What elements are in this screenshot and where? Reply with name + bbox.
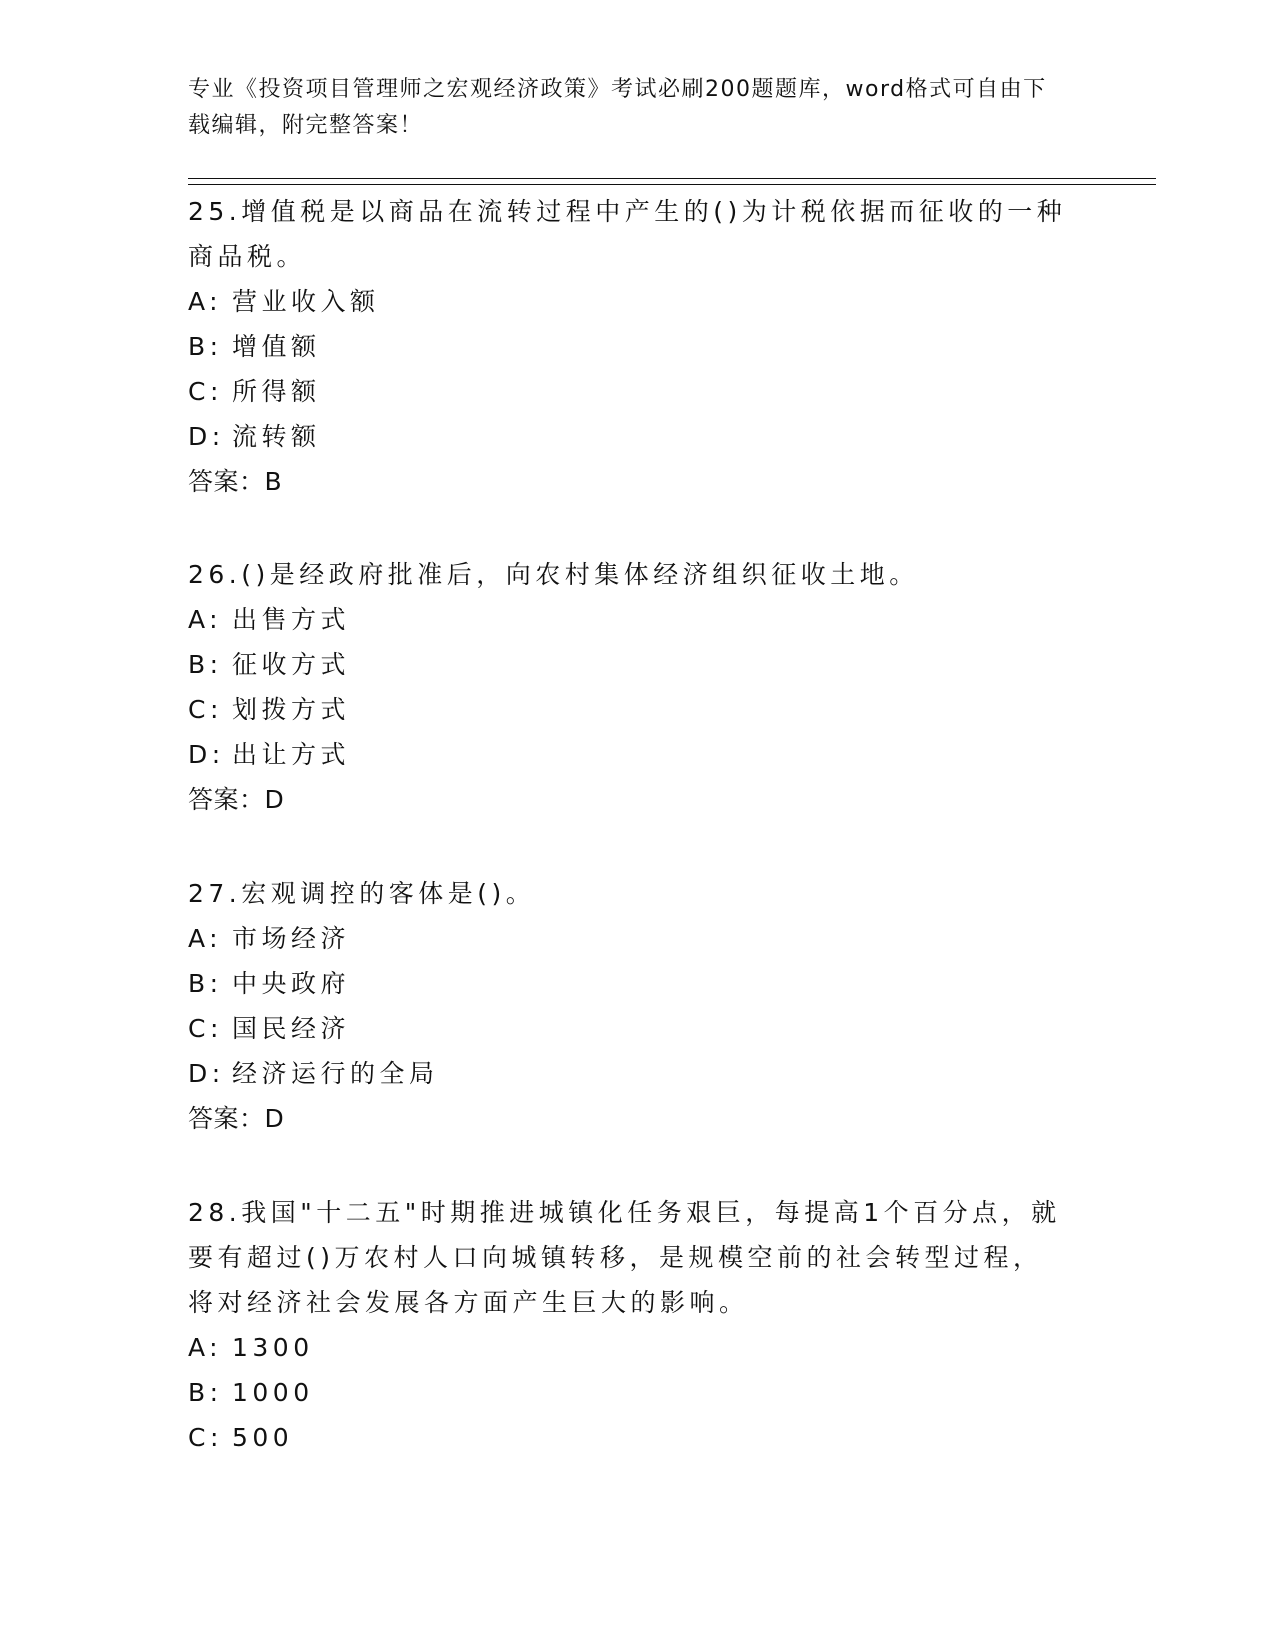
option-text: 出售方式 [232,605,351,634]
option-c [188,1006,1068,1051]
option-key: B: [188,332,223,361]
header-divider-top [188,178,1156,179]
option-b [188,324,1068,369]
option-d [188,414,1068,459]
option-key: D: [188,1059,225,1088]
option-key: B: [188,650,223,679]
option-b [188,1370,1068,1415]
option-key: D: [188,422,225,451]
question-stem: 25.增值税是以商品在流转过程中产生的()为计税依据而征收的一种商品税。 [188,197,1067,271]
question-25 [188,189,1068,504]
option-a [188,597,1068,642]
option-text: 1300 [232,1333,314,1362]
option-c [188,1415,1068,1460]
option-text: 1000 [232,1378,314,1407]
option-text: 500 [232,1423,294,1452]
option-b [188,642,1068,687]
answer-line: 答案：D [188,785,285,814]
question-26 [188,552,1068,822]
question-28 [188,1190,1068,1460]
option-key: C: [188,1014,223,1043]
question-stem: 26.()是经政府批准后，向农村集体经济组织征收土地。 [188,560,919,589]
option-d [188,732,1068,777]
option-text: 中央政府 [232,969,351,998]
option-key: A: [188,287,223,316]
option-text: 经济运行的全局 [232,1059,439,1088]
option-key: A: [188,605,223,634]
option-c [188,687,1068,732]
option-a [188,1325,1068,1370]
option-a [188,916,1068,961]
option-text: 征收方式 [232,650,351,679]
option-text: 增值额 [232,332,321,361]
option-c [188,369,1068,414]
answer-line: 答案：D [188,1104,285,1133]
option-key: C: [188,695,223,724]
option-text: 市场经济 [232,924,351,953]
option-text: 营业收入额 [232,287,380,316]
option-a [188,279,1068,324]
question-stem: 28.我国"十二五"时期推进城镇化任务艰巨，每提高1个百分点，就要有超过()万农村人口向城镇转移，是规模空前的社会转型过程，将对经济社会发展各方面产生巨大的影响。 [188,1198,1061,1317]
option-text: 出让方式 [232,740,351,769]
question-27 [188,871,1068,1141]
option-key: C: [188,1423,223,1452]
option-d [188,1051,1068,1096]
option-text: 国民经济 [232,1014,351,1043]
option-b [188,961,1068,1006]
option-key: A: [188,924,223,953]
option-key: B: [188,1378,223,1407]
option-key: D: [188,740,225,769]
header-divider-bottom [188,184,1156,185]
option-text: 流转额 [232,422,321,451]
document-header: 专业《投资项目管理师之宏观经济政策》考试必刷200题题库，word格式可自由下载编辑，附完整答案！ [188,77,1047,138]
option-key: B: [188,969,223,998]
option-key: A: [188,1333,223,1362]
option-text: 划拨方式 [232,695,351,724]
answer-line: 答案：B [188,467,283,496]
question-stem: 27.宏观调控的客体是()。 [188,879,536,908]
option-text: 所得额 [232,377,321,406]
option-key: C: [188,377,223,406]
